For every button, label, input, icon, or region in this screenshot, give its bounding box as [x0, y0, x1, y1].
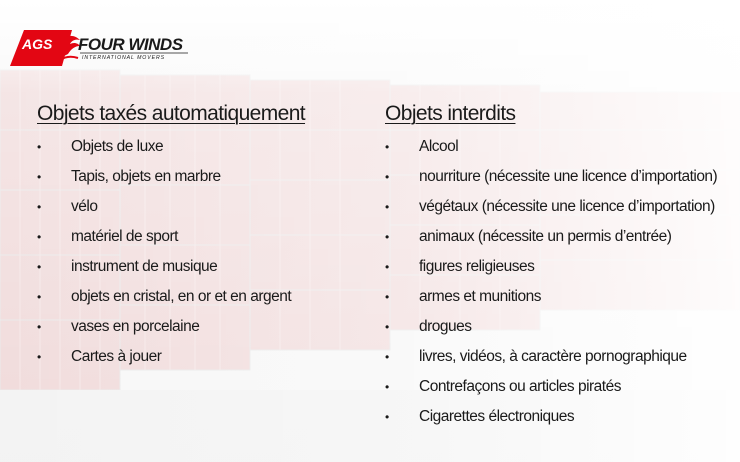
list-item-text: armes et munitions — [419, 288, 541, 305]
list-item-text: Alcool — [419, 138, 459, 155]
bullet-icon: • — [385, 290, 389, 304]
list-item — [37, 342, 367, 372]
bullet-icon: • — [385, 230, 389, 244]
list-item-text: drogues — [419, 318, 472, 335]
taxed-items-heading: Objets taxés automatiquement — [37, 102, 306, 125]
bullet-icon: • — [37, 230, 41, 244]
list-item — [385, 372, 735, 402]
bullet-icon: • — [385, 380, 389, 394]
list-item-text: Objets de luxe — [71, 138, 164, 155]
list-item — [37, 312, 367, 342]
prohibited-items-list — [385, 132, 735, 432]
list-item — [385, 282, 735, 312]
bullet-icon: • — [385, 200, 389, 214]
list-item-text: Cigarettes électroniques — [419, 408, 575, 425]
list-item — [37, 192, 367, 222]
list-item — [385, 222, 735, 252]
list-item — [385, 312, 735, 342]
list-item-text: figures religieuses — [419, 258, 535, 275]
bullet-icon: • — [385, 350, 389, 364]
list-item-text: instrument de musique — [71, 258, 218, 275]
list-item — [37, 252, 367, 282]
list-item-text: nourriture (nécessite une licence d’importation) — [419, 168, 718, 185]
bullet-icon: • — [37, 350, 41, 364]
logo-mark-icon — [10, 26, 190, 70]
list-item — [37, 132, 367, 162]
ags-four-winds-logo — [10, 26, 190, 70]
bullet-icon: • — [37, 170, 41, 184]
list-item-text: vases en porcelaine — [71, 318, 200, 335]
list-item — [385, 192, 735, 222]
list-item-text: livres, vidéos, à caractère pornographique — [419, 348, 687, 365]
bullet-icon: • — [37, 260, 41, 274]
bullet-icon: • — [385, 320, 389, 334]
bullet-icon: • — [385, 170, 389, 184]
bullet-icon: • — [385, 260, 389, 274]
bullet-icon: • — [37, 140, 41, 154]
taxed-items-list — [37, 132, 367, 372]
list-item-text: Cartes à jouer — [71, 348, 162, 365]
list-item — [385, 342, 735, 372]
logo-short-text: AGS — [22, 36, 53, 52]
logo-name-text: FOUR WINDS — [78, 35, 183, 54]
taxed-items-section — [37, 101, 367, 372]
list-item — [385, 162, 735, 192]
prohibited-items-section — [385, 101, 735, 432]
list-item-text: objets en cristal, en or et en argent — [71, 288, 292, 305]
bullet-icon: • — [37, 320, 41, 334]
list-item-text: vélo — [71, 198, 98, 215]
bullet-icon: • — [385, 410, 389, 424]
list-item-text: végétaux (nécessite une licence d’importation) — [419, 198, 715, 215]
list-item — [385, 132, 735, 162]
list-item-text: Contrefaçons ou articles piratés — [419, 378, 621, 395]
list-item-text: Tapis, objets en marbre — [71, 168, 221, 185]
list-item-text: animaux (nécessite un permis d’entrée) — [419, 228, 672, 245]
bullet-icon: • — [37, 290, 41, 304]
list-item — [37, 282, 367, 312]
list-item — [385, 402, 735, 432]
list-item — [37, 222, 367, 252]
bullet-icon: • — [37, 200, 41, 214]
list-item — [385, 252, 735, 282]
prohibited-items-heading: Objets interdits — [385, 102, 516, 125]
list-item — [37, 162, 367, 192]
logo-tagline-text: INTERNATIONAL MOVERS — [82, 55, 165, 61]
list-item-text: matériel de sport — [71, 228, 178, 245]
bullet-icon: • — [385, 140, 389, 154]
